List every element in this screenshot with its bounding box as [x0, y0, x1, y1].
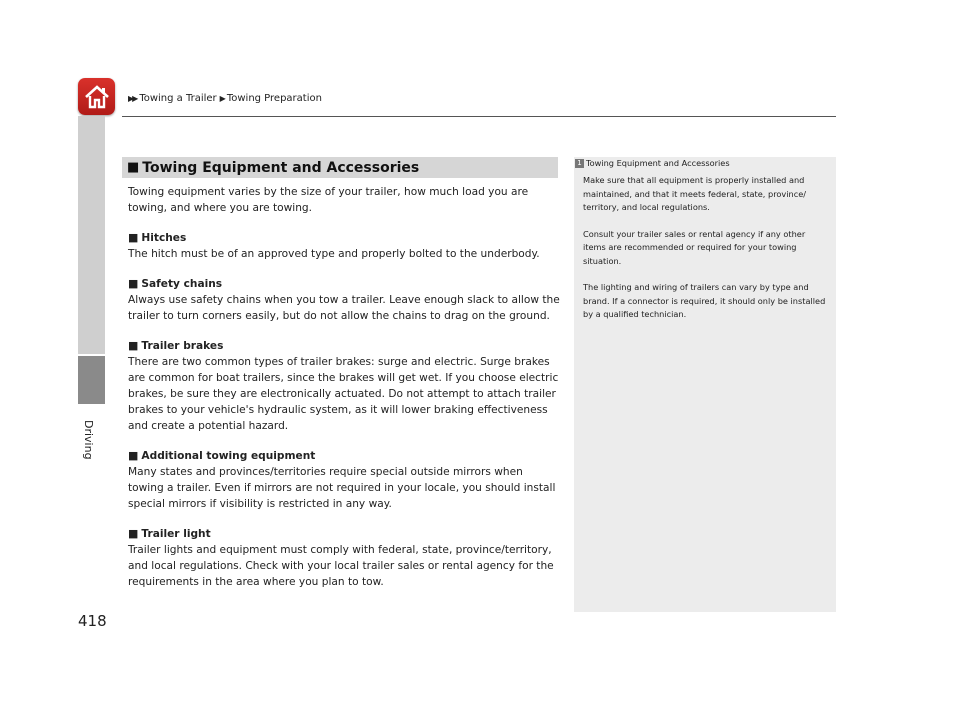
breadcrumb — [128, 93, 322, 104]
main-content — [128, 184, 560, 590]
chapter-tab-active[interactable] — [78, 356, 105, 404]
intro-text: Towing equipment varies by the size of your trailer, how much load you are towing, and where you are towing. — [128, 186, 529, 214]
square-bullet-icon: ■ — [128, 527, 139, 540]
note-icon: 1 — [575, 159, 584, 168]
page-number: 418 — [78, 612, 107, 630]
triangle-right-icon: ▶ — [219, 94, 224, 103]
header-divider — [122, 116, 836, 117]
note-paragraph: The lighting and wiring of trailers can vary by type and brand. If a connector is required, it should only be installed by a qualified technician. — [583, 282, 826, 319]
square-bullet-icon: ■ — [127, 160, 140, 175]
subsection-title: ■ Additional towing equipment — [128, 449, 316, 462]
section-heading — [122, 157, 558, 178]
breadcrumb-item[interactable]: Towing a Trailer — [139, 93, 217, 104]
section-heading-text: Towing Equipment and Accessories — [142, 159, 420, 176]
chapter-label: Driving — [82, 420, 95, 460]
subsection-title: ■ Trailer light — [128, 527, 211, 540]
subsection-title: ■ Safety chains — [128, 277, 223, 290]
home-icon — [83, 84, 111, 110]
subsection-text: The hitch must be of an approved type and properly bolted to the underbody. — [128, 248, 540, 260]
chapter-tab — [78, 116, 105, 354]
subsection-text: Always use safety chains when you tow a trailer. Leave enough slack to allow the trailer to turn corners easily, but do not allow the chains to drag on the ground. — [128, 294, 560, 322]
square-bullet-icon: ■ — [128, 339, 139, 352]
subsection-text: Trailer lights and equipment must comply with federal, state, province/territory, and local regulations. Check with your local trailer sales or rental agency for the requirements in the area where you plan to tow. — [128, 544, 554, 588]
square-bullet-icon: ■ — [128, 449, 139, 462]
subsection-text: Many states and provinces/territories require special outside mirrors when towing a trailer. Even if mirrors are not required in your locale, you should install special mirrors if visibility is restricted in any way. — [128, 466, 556, 510]
note-title: 1 Towing Equipment and Accessories — [575, 158, 730, 168]
note-body — [583, 174, 829, 335]
home-button[interactable] — [78, 78, 115, 115]
triangle-right-icon: ▶▶ — [128, 94, 137, 103]
square-bullet-icon: ■ — [128, 231, 139, 244]
square-bullet-icon: ■ — [128, 277, 139, 290]
subsection-title: ■ Hitches — [128, 231, 187, 244]
note-paragraph: Consult your trailer sales or rental agency if any other items are recommended or required for your towing situation. — [583, 228, 806, 266]
breadcrumb-item[interactable]: Towing Preparation — [226, 93, 322, 104]
subsection-title: ■ Trailer brakes — [128, 339, 224, 352]
subsection-text: There are two common types of trailer brakes: surge and electric. Surge brakes are common for boat trailers, since the brakes will get wet. If you choose electric brakes, be sure they are electronically actuated. Do not attempt to attach trailer brakes to your vehicle's hydraulic system, as it will lower braking effectiveness and create a potential hazard. — [128, 356, 559, 432]
note-paragraph: Make sure that all equipment is properly installed and maintained, and that it meets federal, state, province/ territory, and local regulations. — [583, 175, 807, 212]
